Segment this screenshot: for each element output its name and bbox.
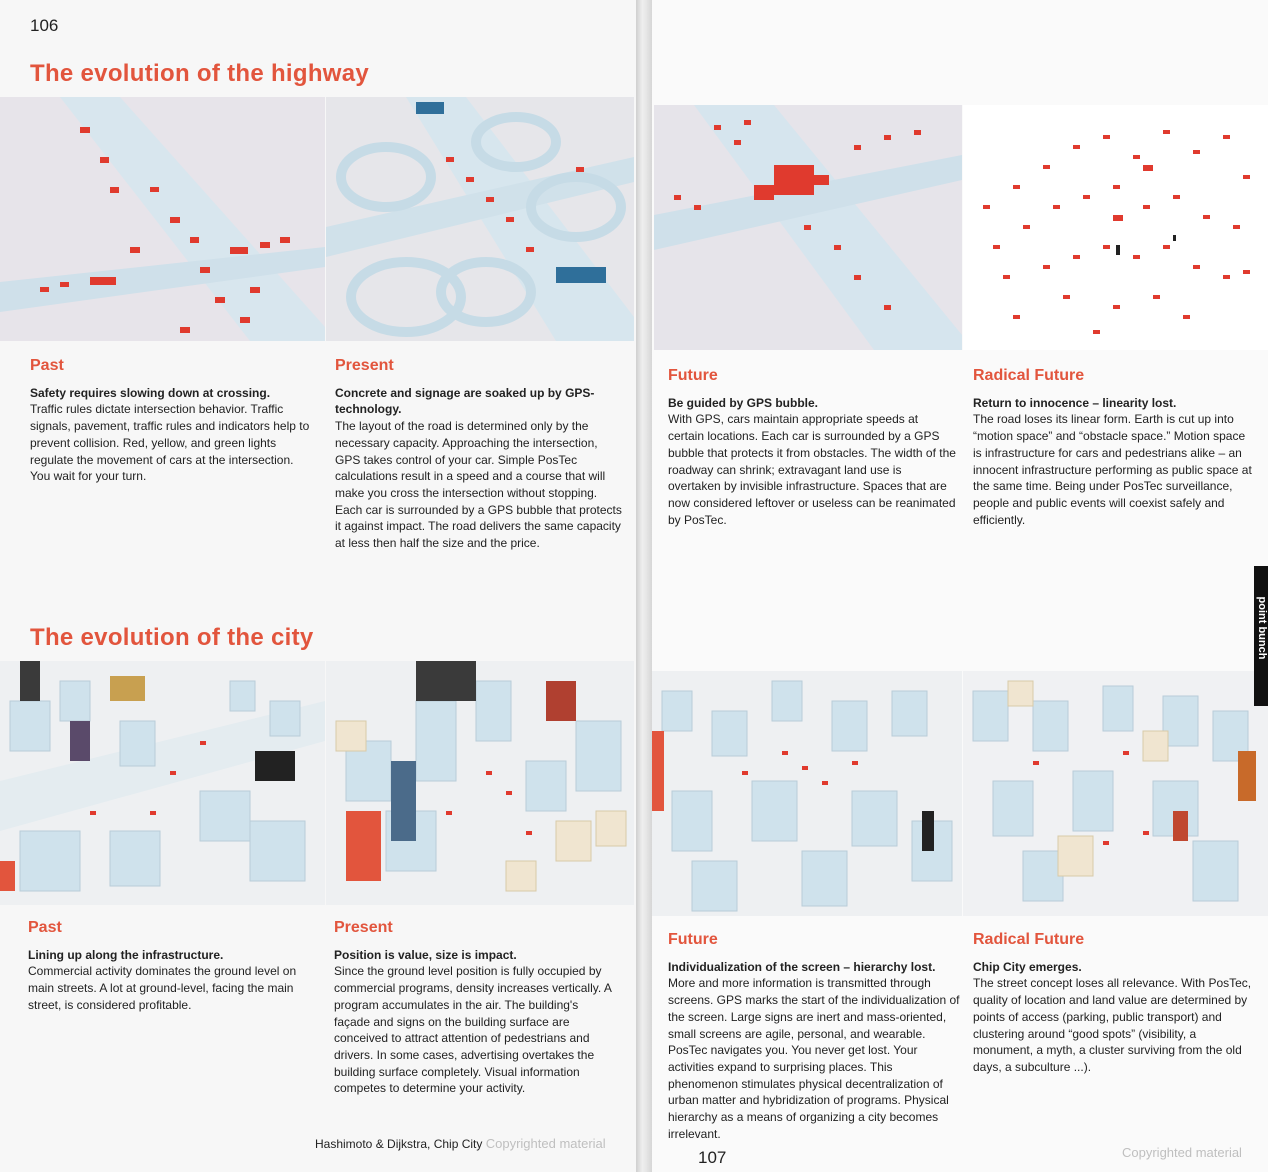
lead-text: Be guided by GPS bubble.: [668, 395, 819, 410]
lead-text: Position is value, size is impact.: [334, 947, 517, 962]
heading-future: Future: [668, 931, 718, 948]
body-text: The street concept loses all relevance. With PosTec, quality of location and land value are determined by points of access (parking, public transport) and clustering around “good spots” (visibility, a monument, a myth, a cluster surviving from the old days, a subculture ...).: [973, 976, 1252, 1074]
highway-future-column: [668, 368, 956, 528]
page-number: 107: [698, 1148, 727, 1167]
photo-city-present: [326, 661, 634, 905]
photo-highway-future: [654, 105, 962, 350]
body-text: The layout of the road is determined only by the necessary capacity. Approaching the intersection, GPS takes control of your car. Simple PosTec calculations result in a speed and a course that will make you cross the intersection without stopping. Each car is surrounded by a GPS bubble that protects it against impact. The road delivers the same capacity at less then half the size and the price.: [335, 419, 622, 551]
lead-text: Safety requires slowing down at crossing.: [30, 385, 271, 400]
heading-past: Past: [30, 357, 64, 374]
page-number: 106: [30, 16, 59, 35]
heading-radical-future: Radical Future: [973, 931, 1085, 948]
lead-text: Concrete and signage are soaked up by GPS-technology.: [335, 385, 595, 417]
lead-text: Return to innocence – linearity lost.: [973, 395, 1177, 410]
footer-credit: Hashimoto & Dijkstra, Chip City: [315, 1137, 483, 1151]
lead-text: Lining up along the infrastructure.: [28, 947, 224, 962]
highway-radical-future-column: [973, 368, 1257, 528]
photo-highway-past: [0, 97, 325, 341]
heading-present: Present: [335, 357, 394, 374]
body-text: The road loses its linear form. Earth is cut up into “motion space” and “obstacle space.” Motion space is infrastructure for cars and pedestrians alike – an innocent infrastructure performing as public space at the same time. Being under PosTec surveillance, people and public events will coexist safely and efficiently.: [973, 412, 1252, 527]
side-tab-label: point bunch: [1256, 596, 1268, 660]
book-gutter: [636, 0, 652, 1172]
footer: [315, 1136, 606, 1151]
city-future-column: [668, 932, 960, 1142]
lead-text: Chip City emerges.: [973, 959, 1082, 974]
section-title-city: The evolution of the city: [30, 624, 314, 651]
city-past-column: [28, 920, 308, 1014]
heading-past: Past: [28, 919, 62, 936]
city-present-column: [334, 920, 616, 1097]
watermark: Copyrighted material: [1122, 1145, 1242, 1160]
side-tab: [1254, 566, 1268, 706]
photo-city-radical-future: [963, 671, 1268, 916]
body-text: Since the ground level position is fully occupied by commercial programs, density increases vertically. A program accumulates in the air. The building's façade and signs on the building surface are conceived to attract attention of pedestrians and drivers. In some cases, advertising overtakes the building surface completely. Visual information competes to determine your activity.: [334, 964, 612, 1096]
heading-future: Future: [668, 367, 718, 384]
city-radical-future-column: [973, 932, 1259, 1076]
body-text: Traffic rules dictate intersection behavior. Traffic signals, pavement, traffic rules and indicators help to prevent collision. Red, yellow, and green lights regulate the movement of cars at the intersection. You wait for your turn.: [30, 402, 310, 484]
heading-radical-future: Radical Future: [973, 367, 1085, 384]
body-text: More and more information is transmitted through screens. GPS marks the start of the individualization of the screen. Large signs are inert and mass-oriented, small screens are agile, personal, and wearable. PosTec navigates you. You never get lost. Your activities expand to surprising places. This phenomenon stimulates physical decentralization of urban matter and hybridization of programs. Physical hierarchy as a means of organizing a city becomes irrelevant.: [668, 976, 960, 1141]
photo-city-past: [0, 661, 325, 905]
body-text: With GPS, cars maintain appropriate speeds at certain locations. Each car is surrounded by a GPS bubble that protects it from obstacles. The width of the roadway can shrink; extravagant land use is overtaken by invisible infrastructure. Spaces that are now considered leftover or useless can be reanimated by PosTec.: [668, 412, 956, 527]
photo-highway-radical-future: [963, 105, 1268, 350]
section-title-highway: The evolution of the highway: [30, 60, 370, 87]
photo-city-future: [652, 671, 962, 916]
photo-highway-present: [326, 97, 634, 341]
heading-present: Present: [334, 919, 393, 936]
highway-past-column: [30, 358, 312, 485]
highway-present-column: [335, 358, 622, 552]
body-text: Commercial activity dominates the ground level on main streets. A lot at ground-level, facing the main street, is considered profitable.: [28, 964, 297, 1012]
right-page: [652, 0, 1268, 1172]
lead-text: Individualization of the screen – hierarchy lost.: [668, 959, 936, 974]
watermark: Copyrighted material: [485, 1136, 606, 1151]
